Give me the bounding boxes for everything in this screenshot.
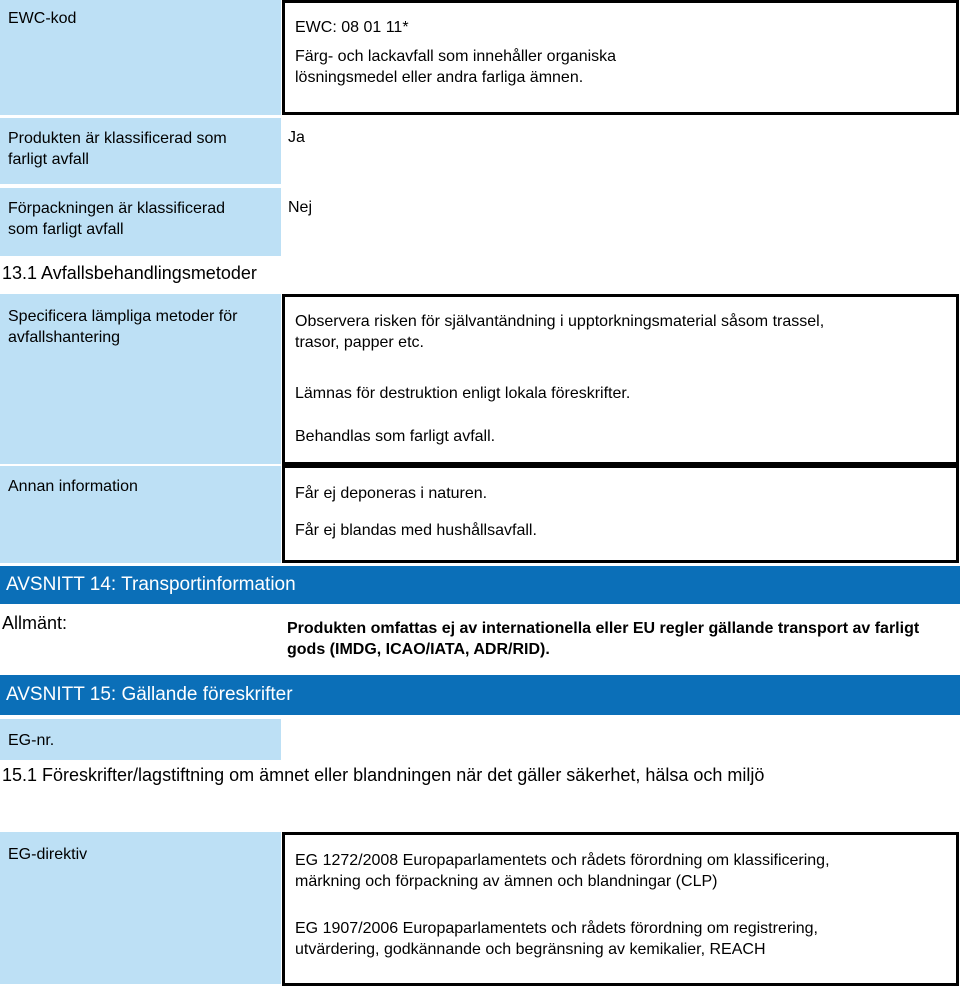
methods-note-1: Lämnas för destruktion enligt lokala föreskrifter. [295,385,631,402]
methods-label-line-2: avfallshantering [8,329,121,346]
hazard-packaging-value: Nej [288,199,313,216]
methods-line-1: Observera risken för självantändning i upptorkningsmaterial såsom trassel, [295,313,825,330]
directive-1-line-2: märkning och förpackning av ämnen och blandningar (CLP) [295,873,718,890]
other-info-box [282,465,959,563]
eg-nr-label-text: EG-nr. [8,732,55,749]
ewc-description-line-1: Färg- och lackavfall som innehåller organiska [295,48,617,65]
hazard-product-label [0,118,281,184]
methods-box [282,294,959,465]
methods-line-2: trasor, papper etc. [295,334,424,351]
hazard-product-label-line-1: Produkten är klassificerad som [8,130,227,147]
hazard-packaging-label-line-1: Förpackningen är klassificerad [8,200,225,217]
transport-general-line-2: gods (IMDG, ICAO/IATA, ADR/RID). [287,641,550,658]
directive-2-line-1: EG 1907/2006 Europaparlamentets och rådets förordning om registrering, [295,920,818,937]
ewc-description-line-2: lösningsmedel eller andra farliga ämnen. [295,69,584,86]
section-15-1-heading: 15.1 Föreskrifter/lagstiftning om ämnet eller blandningen när det gäller säkerhet, hälsa och miljö [2,765,765,785]
hazard-packaging-label [0,188,281,256]
other-info-label-text: Annan information [8,478,138,495]
transport-general-text [287,618,952,660]
methods-note-2: Behandlas som farligt avfall. [295,428,496,445]
methods-label-line-1: Specificera lämpliga metoder för [8,308,238,325]
other-info-line-1: Får ej deponeras i naturen. [295,485,488,502]
section-15-title: AVSNITT 15: Gällande föreskrifter [6,684,293,705]
hazard-product-label-line-2: farligt avfall [8,151,89,168]
hazard-packaging-label-line-2: som farligt avfall [8,221,124,238]
section-14-title-bar [0,566,960,604]
other-info-line-2: Får ej blandas med hushållsavfall. [295,522,537,539]
other-info-label [0,466,281,563]
directive-label [0,832,281,984]
ewc-label [0,0,281,115]
section-13-1-heading: 13.1 Avfallsbehandlingsmetoder [2,263,257,283]
section-14-title: AVSNITT 14: Transportinformation [6,574,296,595]
directive-box [282,832,959,986]
directive-label-text: EG-direktiv [8,846,88,863]
section-15-title-bar [0,675,960,715]
directive-1-line-1: EG 1272/2008 Europaparlamentets och rådets förordning om klassificering, [295,852,830,869]
hazard-product-value: Ja [288,129,305,146]
ewc-value-box [282,0,959,115]
methods-label [0,294,281,464]
transport-general-label: Allmänt: [2,613,68,633]
transport-general-line-1: Produkten omfattas ej av internationella eller EU regler gällande transport av farligt [287,620,920,637]
ewc-code: EWC: 08 01 11* [295,19,409,36]
directive-2-line-2: utvärdering, godkännande och begränsning av kemikalier, REACH [295,941,766,958]
eg-nr-label [0,719,281,760]
ewc-label-text: EWC-kod [8,10,77,27]
